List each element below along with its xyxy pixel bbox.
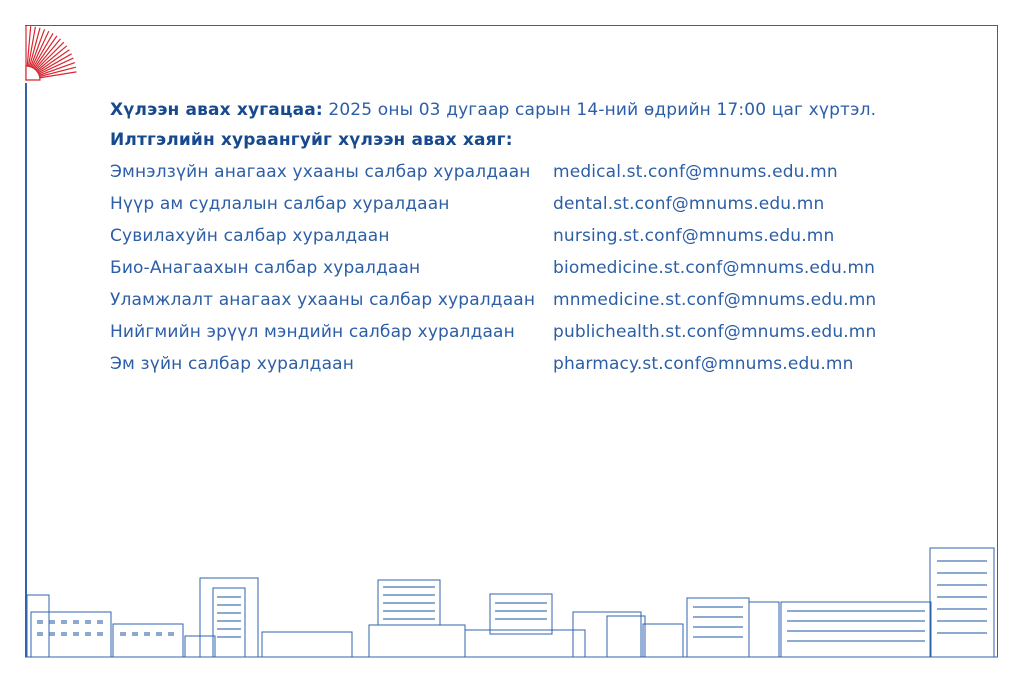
section-email: mnmedicine.st.conf@mnums.edu.mn — [553, 290, 877, 310]
section-row — [110, 156, 970, 188]
section-row — [110, 220, 970, 252]
section-name: Био-Анагаахын салбар хуралдаан — [110, 258, 421, 278]
section-name: Эмнэлзүйн анагаах ухааны салбар хуралдаан — [110, 162, 531, 182]
sun-rays-logo-icon — [22, 22, 84, 84]
address-title: Илтгэлийн хураангуйг хүлээн авах хаяг: — [110, 130, 513, 150]
section-row — [110, 188, 970, 220]
section-email: dental.st.conf@mnums.edu.mn — [553, 194, 825, 214]
section-email: medical.st.conf@mnums.edu.mn — [553, 162, 838, 182]
section-row — [110, 252, 970, 284]
section-email: pharmacy.st.conf@mnums.edu.mn — [553, 354, 854, 374]
section-name: Уламжлалт анагаах ухааны салбар хуралдаан — [110, 290, 536, 310]
section-name: Эм зүйн салбар хуралдаан — [110, 354, 354, 374]
section-email: nursing.st.conf@mnums.edu.mn — [553, 226, 835, 246]
section-name: Сувилахуйн салбар хуралдаан — [110, 226, 390, 246]
section-email: biomedicine.st.conf@mnums.edu.mn — [553, 258, 876, 278]
section-name: Нүүр ам судлалын салбар хуралдаан — [110, 194, 450, 214]
deadline-label: Хүлээн авах хугацаа: — [110, 100, 323, 120]
section-row — [110, 348, 970, 380]
section-row — [110, 284, 970, 316]
city-skyline-illustration — [25, 540, 998, 658]
section-name: Нийгмийн эрүүл мэндийн салбар хуралдаан — [110, 322, 515, 342]
deadline-line — [110, 96, 970, 124]
section-email: publichealth.st.conf@mnums.edu.mn — [553, 322, 877, 342]
deadline-text: 2025 оны 03 дугаар сарын 14-ний өдрийн 17:00 цаг хүртэл. — [322, 100, 877, 120]
section-row — [110, 316, 970, 348]
info-block — [110, 96, 970, 380]
